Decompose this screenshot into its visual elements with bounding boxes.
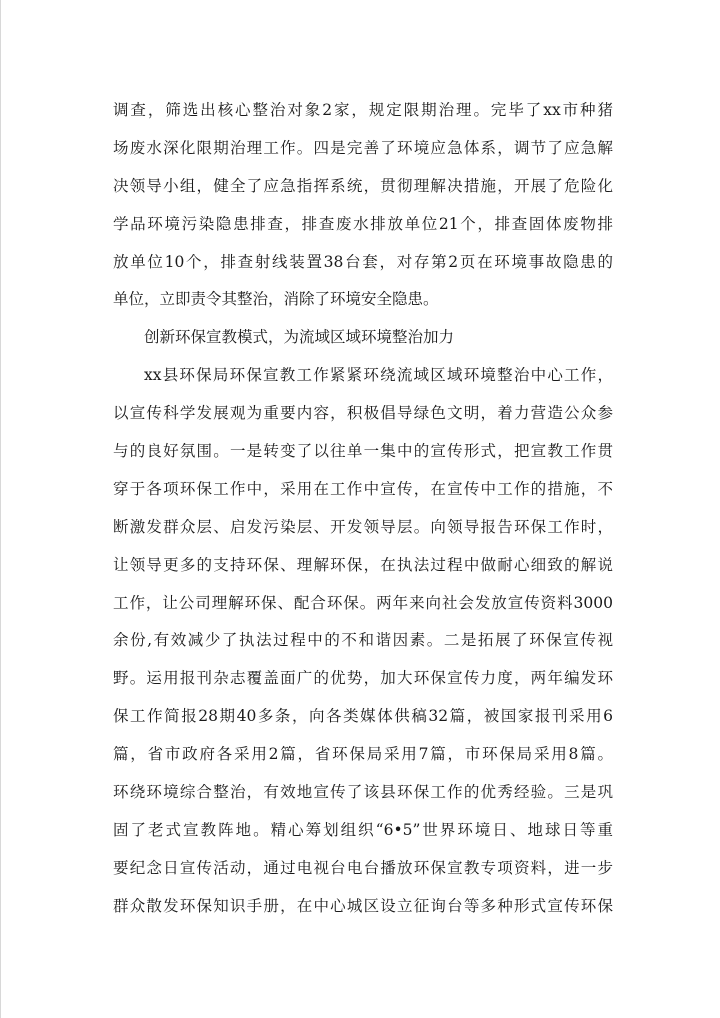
text-line: 与的良好氛围。一是转变了以往单一集中的宣传形式，把宣教工作贯 — [113, 442, 613, 461]
text-line: 工作，让公司理解环保、配合环保。两年来向社会发放宣传资料3000 — [113, 593, 613, 612]
text-line: 篇，省市政府各采用2篇，省环保局采用7篇，市环保局采用8篇。 — [113, 745, 613, 764]
text-line: 场废水深化限期治理工作。四是完善了环境应急体系，调节了应急解 — [113, 138, 613, 157]
text-line: 让领导更多的支持环保、理解环保，在执法过程中做耐心细致的解说 — [113, 555, 613, 574]
text-line: 调查，筛选出核心整治对象2家，规定限期治理。完毕了xx市种猪 — [113, 101, 613, 119]
text-line: 断激发群众层、启发污染层、开发领导层。向领导报告环保工作时， — [113, 517, 613, 536]
text-line: 学品环境污染隐患排查，排查废水排放单位21个，排查固体废物排 — [113, 214, 613, 233]
text-line: 环绕环境综合整治，有效地宣传了该县环保工作的优秀经验。三是巩 — [113, 783, 613, 802]
text-line: 放单位10个，排查射线装置38台套，对存第2页在环境事故隐患的 — [113, 252, 613, 271]
text-line: 固了老式宣教阵地。精心筹划组织“6•5”世界环境日、地球日等重 — [113, 820, 613, 839]
text-line: 单位，立即责令其整治，消除了环境安全隐患。 — [113, 290, 439, 309]
text-line: 要纪念日宣传活动，通过电视台电台播放环保宣教专项资料，进一步 — [113, 858, 613, 877]
text-line: 以宣传科学发展观为重要内容，积极倡导绿色文明，着力营造公众参 — [113, 404, 613, 423]
text-line: xx县环保局环保宣教工作紧紧环绕流域区域环境整治中心工作， — [144, 366, 613, 385]
text-line: 保工作简报28期40多条，向各类媒体供稿32篇，被国家报刊采用6 — [113, 707, 613, 726]
section-heading: 创新环保宣教模式，为流域区域环境整治加力 — [144, 328, 455, 347]
text-line: 穿于各项环保工作中，采用在工作中宣传，在宣传中工作的措施，不 — [113, 479, 613, 498]
text-line: 野。运用报刊杂志覆盖面广的优势，加大环保宣传力度，两年编发环 — [113, 669, 613, 688]
text-line: 决领导小组，健全了应急指挥系统，贯彻理解决措施，开展了危险化 — [113, 176, 613, 195]
text-line: 群众散发环保知识手册，在中心城区设立征询台等多种形式宣传环保 — [113, 896, 613, 915]
body-text — [113, 92, 613, 926]
text-line: 余份,有效减少了执法过程中的不和谐因素。二是拓展了环保宣传视 — [113, 631, 613, 650]
